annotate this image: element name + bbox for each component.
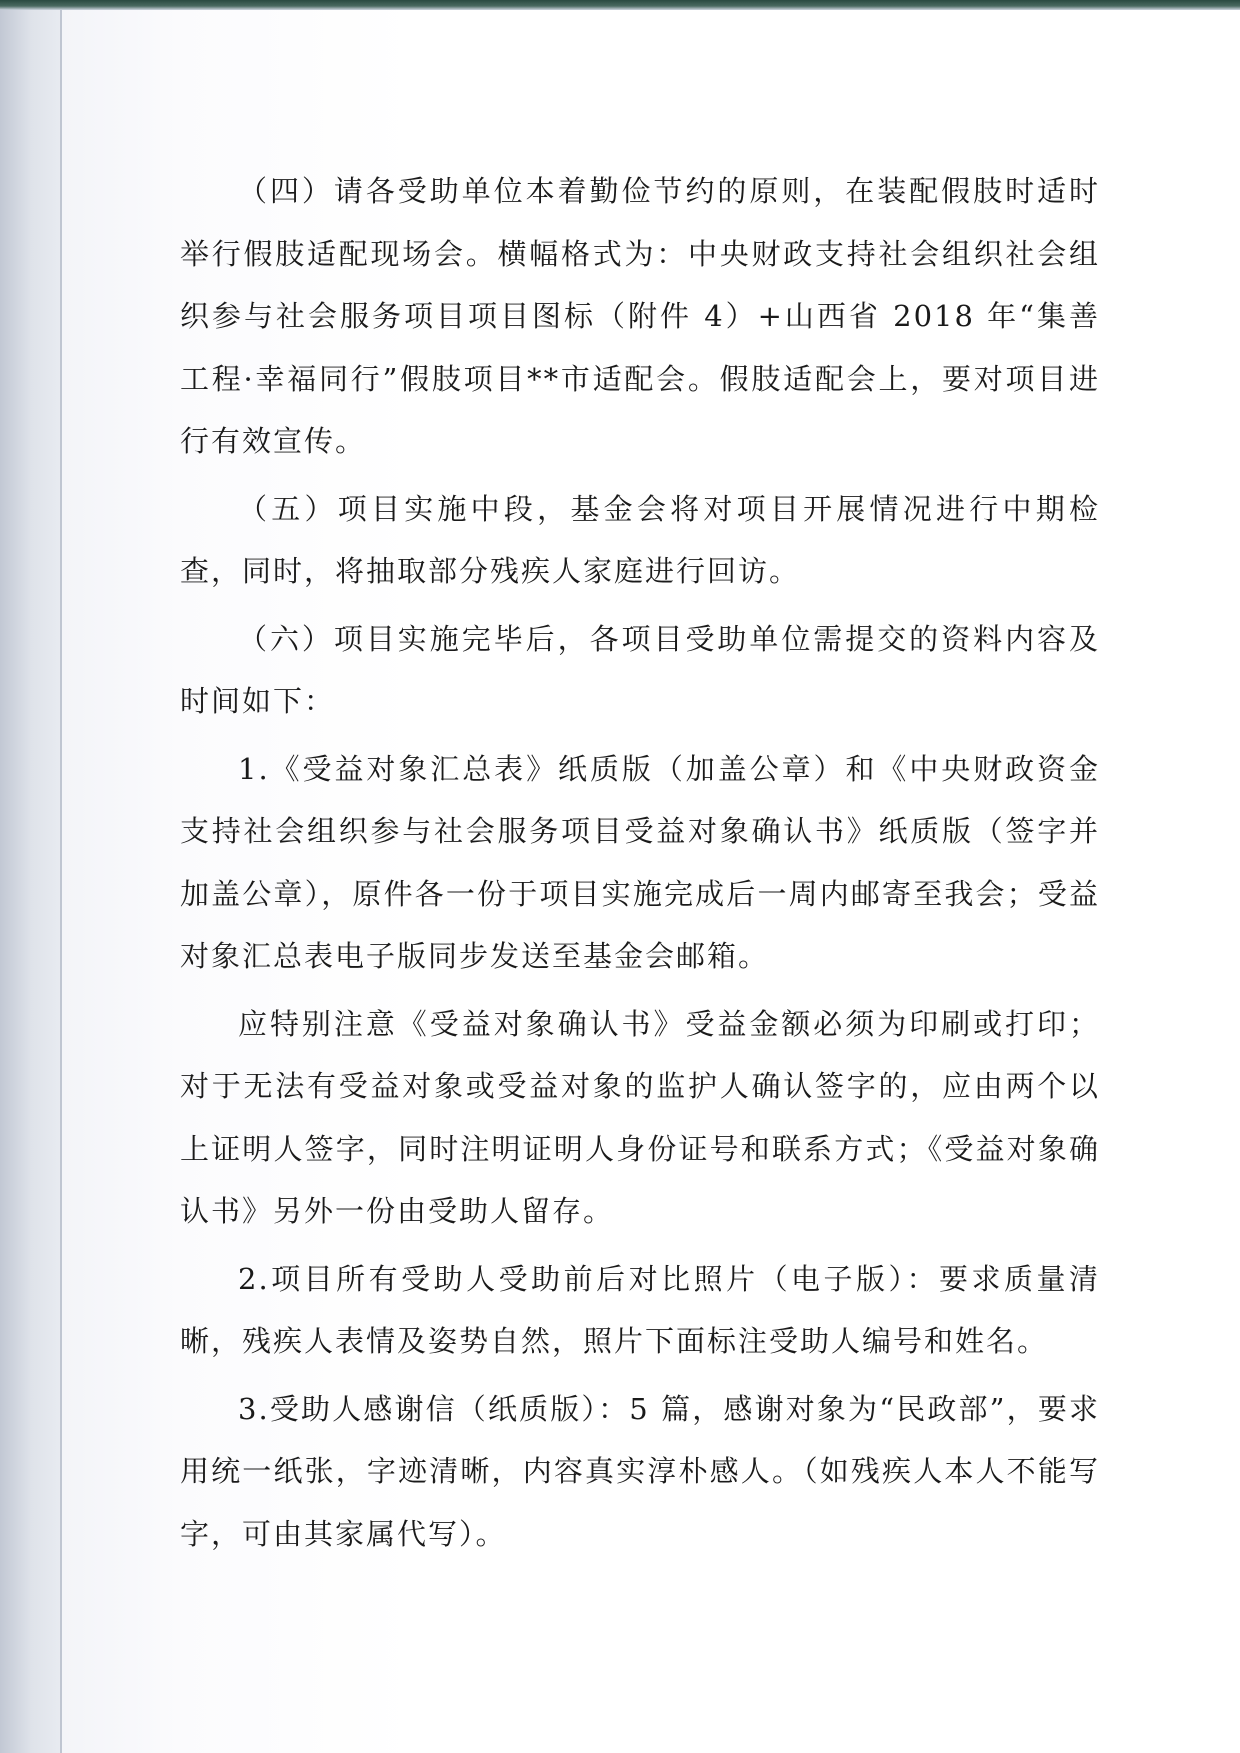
paragraph-5: （五）项目实施中段，基金会将对项目开展情况进行中期检查，同时，将抽取部分残疾人家庭进行回访。	[180, 491, 1100, 588]
paragraph-4: （四）请各受助单位本着勤俭节约的原则，在装配假肢时适时举行假肢适配现场会。横幅格式为：中央财政支持社会组织社会组织参与社会服务项目项目图标（附件 4）+山西省 2018 年“集善工程·幸福同行”假肢项目**市适配会。假肢适配会上，要对项目进行有效宣传。	[180, 174, 1100, 458]
item-3: 3.受助人感谢信（纸质版）：5 篇，感谢对象为“民政部”，要求用统一纸张，字迹清晰，内容真实淳朴感人。（如残疾人本人不能写字，可由其家属代写）。	[180, 1391, 1100, 1551]
page-edge	[60, 10, 62, 1753]
item-2: 2.项目所有受助人受助前后对比照片（电子版）：要求质量清晰，残疾人表情及姿势自然，照片下面标注受助人编号和姓名。	[180, 1261, 1100, 1358]
item-1-note: 应特别注意《受益对象确认书》受益金额必须为印刷或打印；对于无法有受益对象或受益对象的监护人确认签字的，应由两个以上证明人签字，同时注明证明人身份证号和联系方式；《受益对象确认书》另外一份由受助人留存。	[180, 1006, 1100, 1228]
document-body	[180, 160, 1100, 1565]
scan-top-edge	[0, 0, 1240, 10]
paragraph-6: （六）项目实施完毕后，各项目受助单位需提交的资料内容及时间如下：	[180, 621, 1100, 718]
item-1: 1.《受益对象汇总表》纸质版（加盖公章）和《中央财政资金支持社会组织参与社会服务项目受益对象确认书》纸质版（签字并加盖公章），原件各一份于项目实施完成后一周内邮寄至我会；受益对象汇总表电子版同步发送至基金会邮箱。	[180, 751, 1100, 973]
